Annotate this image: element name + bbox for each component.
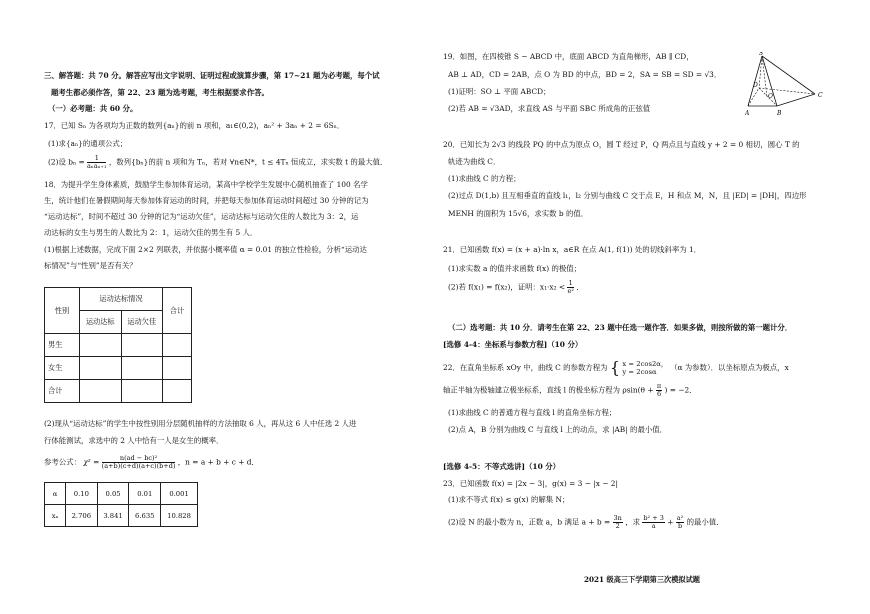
q20-line2: 轨迹为曲线 C． [448,157,501,166]
q20-part2: (2)过点 D(1,b) 且互相垂直的直线 l₁，l₂ 分别与曲线 C 交于点 E，H 和点 M，N，且 |ED| = |DH|，四边形 [448,191,807,200]
q17-frac-den: aₙaₙ₊₁ [87,162,107,170]
q22-frac-num: π [656,382,662,390]
q18-line3: “运动达标”，时间不超过 30 分钟的记为“运动欠佳”，运动达标与运动欠佳的人数比为 3：2，运 [44,212,359,221]
table-cell [121,334,163,357]
q22-line2 [443,383,697,398]
contingency-table [44,287,192,403]
required-header: （一）必考题：共 60 分。 [48,104,138,113]
q23-frac2-num: b² + 3 [643,514,664,522]
q22-part1: (1)求曲线 C 的普通方程与直线 l 的直角坐标方程； [448,408,617,417]
q23-plus: + [667,517,674,527]
q22-line2-a: 轴正半轴为极轴建立极坐标系，直线 l 的极坐标方程为 ρsin(θ + [443,385,654,395]
label-b: B [777,110,782,117]
ref-x-label: xₐ [45,505,66,527]
formula-num: n(ad − bc)² [102,455,176,463]
reference-formula [44,455,259,470]
q18-line1: 18．为提升学生身体素质，鼓励学生参加体育运动，某高中学校学生发展中心随机抽查了 100 名学 [44,180,368,189]
ref-x-value: 3.841 [97,505,129,527]
q23-part2 [448,515,724,530]
label-s: S [759,52,764,57]
edge-so [762,56,767,97]
q22-title: [选修 4-4：坐标系与参数方程]（10 分） [443,340,583,349]
q23-frac1-num: 3n [613,514,622,522]
q21-part2-b: ． [576,282,584,292]
table-header-total: 合计 [163,288,192,334]
q21-fraction [567,280,573,295]
q23-frac3-den: b [677,522,683,530]
q20-line1: 20．已知长为 2√3 的线段 PQ 的中点为原点 O，圆 T 经过 P，Q 两点且与直线 y + 2 = 0 相切，圆心 T 的 [443,140,800,149]
q20-part1: (1)求曲线 C 的方程； [448,174,521,183]
q19-line1: 19．如图，在四棱锥 S − ABCD 中，底面 ABCD 为直角梯形，AB ∥ CD， [443,52,694,61]
optional-header: （二）选考题：共 10 分．请考生在第 22、23 题中任选一题作答．如果多做，则按所做的第一题计分． [448,323,793,332]
q23-title: [选修 4-5：不等式选讲]（10 分） [443,462,561,471]
q19-part2: (2)若 AB = √3AD，求直线 AS 与平面 SBC 所成角的正弦值 [448,104,651,113]
q21-frac-den: e² [567,287,574,295]
q23-part2-d: 的最小值． [686,517,724,527]
q17-stem: 17．已知 Sₙ 为各项均为正数的数列{aₙ}的前 n 项和，a₁∈(0,2)，aₙ² + 3aₙ + 2 = 6Sₙ． [44,121,345,130]
table-cell [80,380,122,403]
q22-sys-y: y = 2cosα [622,368,657,376]
q18-line2: 生，统计他们在暑假期间每天参加体育运动的时间，并把每天参加体育运动时间超过 30 分钟的记为 [44,196,369,205]
q23-frac2 [642,515,664,530]
q22-system [622,360,667,376]
q22-frac-den: 6 [656,390,662,398]
edge-ad [748,88,759,106]
label-d: D [753,82,758,89]
q23-part2-b: ，求 [625,517,641,527]
q19-part1: (1)证明：SO ⊥ 平面 ABCD； [448,87,551,96]
critical-value-table [44,482,198,527]
q22-line2-b: ) = −2． [664,385,697,395]
q23-line1: 23．已知函数 f(x) = |2x − 3|，g(x) = 3 − |x − 2| [443,479,618,488]
q22-sys-x: x = 2cos2α， [622,360,668,368]
ref-x-value: 10.828 [161,505,198,527]
ref-alpha-value: 0.001 [161,483,198,505]
table-cell [121,357,163,380]
q17-part2-a: (2)设 bₙ = [48,157,85,167]
formula-chi: χ² = [83,457,100,467]
q17-part2-b: ，数列{bₙ}的前 n 项和为 Tₙ，若对 ∀n∈N*，t ≤ 4Tₙ 恒成立，求实数 t 的最大值． [108,157,388,167]
q21-part2-a: (2)若 f(x₁) = f(x₂)，证明：x₁·x₂ < [448,282,566,292]
formula-tail: ，n = a + b + c + d． [177,457,259,467]
formula-den: (a+b)(c+d)(a+c)(b+d) [101,462,176,470]
q19-line2: AB ⊥ AD，CD = 2AB，点 O 为 BD 的中点，BD = 2，SA = SB = SD = √3． [448,70,722,79]
q23-frac2-den: a [651,522,656,530]
table-cell [80,357,122,380]
q21-part1: (1)求实数 a 的值并求函数 f(x) 的极值； [448,264,582,273]
q18-line5: (1)根据上述数据，完成下面 2×2 列联表，并依据小概率值 α = 0.01 的独立性检验，分析“运动达 [44,245,367,254]
table-cell [163,380,192,403]
q18-line4: 动达标的女生与男生的人数比为 2：1，运动欠佳的男生有 5 人． [44,228,258,237]
q22-brace: { [609,358,621,377]
table-subheader-fail: 运动欠佳 [121,311,163,334]
edge-bc [777,94,815,106]
section3-header: 三、解答题：共 70 分。解答应写出文字说明、证明过程或演算步骤，第 17~21 题为必考题，每个试 [44,71,380,80]
ref-alpha-label: α [45,483,66,505]
q18-part2-line2: 行体能测试，求选中的 2 人中恰有一人是女生的概率． [44,436,224,445]
edge-sc [762,56,815,94]
section3-header-cont: 题考生都必须作答，第 22、23 题为选考题，考生根据要求作答。 [51,88,269,97]
label-o: O [768,93,773,100]
q23-part2-a: (2)设 N 的最小数为 n，正数 a，b 满足 a + b = [448,517,611,527]
q18-line6: 标情况”与“性别”是否有关？ [44,261,137,270]
ref-alpha-value: 0.01 [129,483,161,505]
exam-footer: 2021 级高三下学期第三次模拟试题 [584,575,700,584]
table-cell [163,334,192,357]
table-cell [121,380,163,403]
q22-fraction [656,383,662,398]
q21-frac-num: 1 [568,279,573,287]
pyramid-figure [745,52,835,122]
table-header-status: 运动达标情况 [80,288,163,311]
table-cell [163,357,192,380]
table-row-label: 男生 [45,334,80,357]
q23-frac3 [676,515,684,530]
table-subheader-pass: 运动达标 [80,311,122,334]
formula-fraction [102,455,176,470]
q22-part2: (2)点 A，B 分别为曲线 C 与直线 l 上的动点，求 |AB| 的最小值． [448,425,668,434]
formula-label: 参考公式： [44,457,81,467]
q22-line1-b: （α 为参数）．以坐标原点为极点，x [670,363,789,372]
q21-part2 [448,280,584,295]
q23-part1: (1)求不等式 f(x) ≤ g(x) 的解集 N； [448,495,570,504]
q18-part2-line1: (2)现从“运动达标”的学生中按性别用分层随机抽样的方法抽取 6 人，再从这 6 人中任选 2 人进 [44,419,357,428]
q23-frac1-den: 2 [615,522,620,530]
q22-line1-a: 22．在直角坐标系 xOy 中，曲线 C 的参数方程为 [443,363,608,372]
table-row-label: 合计 [45,380,80,403]
label-a: A [745,110,750,117]
q20-part2-cont: MENH 的面积为 15√6，求实数 b 的值． [448,209,589,218]
q17-part1: (1)求{aₙ}的通项公式； [48,139,128,148]
q17-fraction [87,155,106,170]
ref-alpha-value: 0.10 [66,483,98,505]
q21-line1: 21．已知函数 f(x) = (x + a)·ln x，a∈R 在点 A(1, f(1)) 处的切线斜率为 1． [443,245,702,254]
ref-x-value: 2.706 [66,505,98,527]
q17-frac-num: 1 [87,155,106,163]
q23-frac1 [613,515,623,530]
q23-frac3-num: a² [676,514,684,522]
table-cell [80,334,122,357]
ref-alpha-value: 0.05 [97,483,129,505]
label-c: C [818,92,823,99]
q17-part2 [48,155,387,170]
table-row-label: 女生 [45,357,80,380]
table-header-gender: 性别 [45,288,80,334]
q22-line1 [443,360,789,376]
ref-x-value: 6.635 [129,505,161,527]
